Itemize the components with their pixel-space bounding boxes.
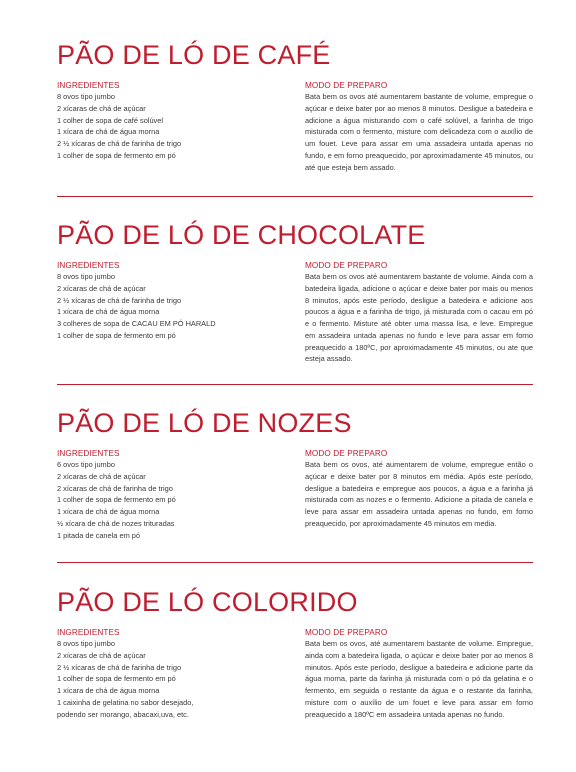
- ingredient-item: 1 colher de sopa de fermento em pó: [57, 150, 176, 160]
- recipe-title: PÃO DE LÓ COLORIDO: [57, 587, 358, 617]
- recipe-title: PÃO DE LÓ DE CHOCOLATE: [57, 220, 426, 250]
- method-text: Bata bem os ovos, até aumentarem de volume, empregue então o açúcar e deixe bater por 8 minutos em média. Após este período, desligue a batedeira e empregue aos poucos, a água e a farinha já misturada com as nozes e o fermento. Adicione a pitada de canela e leve para assar em assadeira untada apenas no fundo, em forno preaquecido, por aproximadamente 45 minutos em media.: [305, 460, 533, 528]
- ingredient-item: 8 ovos tipo jumbo: [57, 92, 115, 101]
- ingredient-item: 1 xícara de chá de água morna: [57, 127, 160, 137]
- recipe-title: PÃO DE LÓ DE NOZES: [57, 408, 352, 438]
- section-divider: [57, 384, 533, 385]
- ingredient-item: 1 xícara de chá de água morna: [57, 686, 160, 695]
- ingredient-item: 2 ½ xícaras de chá de farinha de trigo: [57, 139, 182, 148]
- ingredients-section: [57, 80, 287, 162]
- ingredients-section: [57, 448, 287, 541]
- method-text: Bata bem os ovos, até aumentarem bastante de volume. Empregue, ainda com a batedeira ligada, o açúcar e deixe bater por ao menos 8 minutos. Após este período, desligue a batedeira e adicione parte da água morna, parte da farinha já misturada com o pó da gelatina e o fermento, em seguida o restante da água e o restante da farinha, misture com o auxílio de um fouet e leve para assar em forno preaquecido a 180ºC em assadeira untada apenas no fundo.: [305, 639, 533, 719]
- recipe-title: PÃO DE LÓ DE CAFÉ: [57, 40, 331, 70]
- ingredient-item: 2 xícaras de chá de farinha de trigo: [57, 483, 173, 493]
- ingredient-item: 2 xícaras de chá de açúcar: [57, 103, 146, 113]
- method-heading: MODO DE PREPARO: [305, 261, 388, 270]
- ingredients-heading: INGREDIENTES: [57, 261, 120, 270]
- section-divider: [57, 196, 533, 197]
- ingredient-item: 1 colher de sopa de fermento em pó: [57, 495, 176, 505]
- ingredient-item: 8 ovos tipo jumbo: [57, 639, 115, 648]
- ingredient-item: 6 ovos tipo jumbo: [57, 460, 115, 469]
- ingredient-item: 1 colher de sopa de fermento em pó: [57, 674, 176, 684]
- ingredient-item: ½ xícara de chá de nozes trituradas: [57, 518, 175, 528]
- ingredients-heading: INGREDIENTES: [57, 81, 120, 90]
- ingredients-section: [57, 627, 287, 720]
- ingredients-section: [57, 260, 287, 342]
- method-heading: MODO DE PREPARO: [305, 449, 388, 458]
- method-text: Bata bem os ovos até aumentarem bastante de volume, empregue o açúcar e deixe bater por ao menos 8 minutos. Desligue a batedeira e adicione a água misturando com o café solúvel, a farinha de trigo misturada com o fermento, misture com delicadeza com o auxílio de um fouet. Leve para assar em uma assadeira untada apenas no fundo, e em forno preaquecido, por aproximadamente 45 minutos, ou até que esteja bem assado.: [305, 92, 533, 172]
- method-heading: MODO DE PREPARO: [305, 81, 388, 90]
- ingredient-item: 1 pitada de canela em pó: [57, 530, 141, 540]
- recipe-cafe: [57, 40, 533, 172]
- section-divider: [57, 562, 533, 563]
- method-heading: MODO DE PREPARO: [305, 628, 388, 637]
- method-text: Bata bem os ovos até aumentarem bastante de volume. Ainda com a batedeira ligada, adicione o açúcar e deixe bater por mais ou menos 8 minutos, após este período, desligue a batedeira e adicione aos poucos a água e a farinha de trigo, já misturada com o cacau em pó e o fermento. Misture até obter uma massa lisa, e leve. Empregue em assadeira untada apenas no fundo e leve para assar em forno preaquecido a 180ºC, por aproximadamente 45 minutos, ou ate que esteja assado.: [305, 272, 533, 364]
- ingredient-item: 2 xícaras de chá de açúcar: [57, 650, 146, 660]
- ingredient-item: 2 ½ xícaras de chá de farinha de trigo: [57, 662, 182, 672]
- ingredients-heading: INGREDIENTES: [57, 449, 120, 458]
- ingredient-item: 2 xícaras de chá de açúcar: [57, 471, 146, 481]
- ingredient-item: 1 xícara de chá de água morna: [57, 307, 160, 317]
- ingredient-item: 1 caixinha de gelatina no sabor desejado,: [57, 697, 194, 707]
- ingredient-item: 1 colher de sopa de fermento em pó: [57, 330, 176, 340]
- ingredient-item: 1 xícara de chá de água morna: [57, 507, 160, 516]
- recipe-chocolate: [57, 220, 533, 364]
- ingredient-item: 1 colher de sopa de café solúvel: [57, 115, 164, 125]
- ingredient-item: 2 xícaras de chá de açúcar: [57, 283, 146, 293]
- ingredients-heading: INGREDIENTES: [57, 628, 120, 637]
- ingredient-item: podendo ser morango, abacaxi,uva, etc.: [57, 709, 189, 719]
- method-section: [305, 448, 533, 530]
- method-section: [305, 80, 533, 173]
- ingredient-item: 3 colheres de sopa de CACAU EM PÓ HARALD: [57, 319, 216, 328]
- method-section: [305, 260, 533, 365]
- recipe-colorido: [57, 587, 533, 719]
- method-section: [305, 627, 533, 720]
- recipe-nozes: [57, 408, 533, 540]
- ingredient-item: 2 ½ xícaras de chá de farinha de trigo: [57, 295, 182, 305]
- ingredient-item: 8 ovos tipo jumbo: [57, 272, 115, 281]
